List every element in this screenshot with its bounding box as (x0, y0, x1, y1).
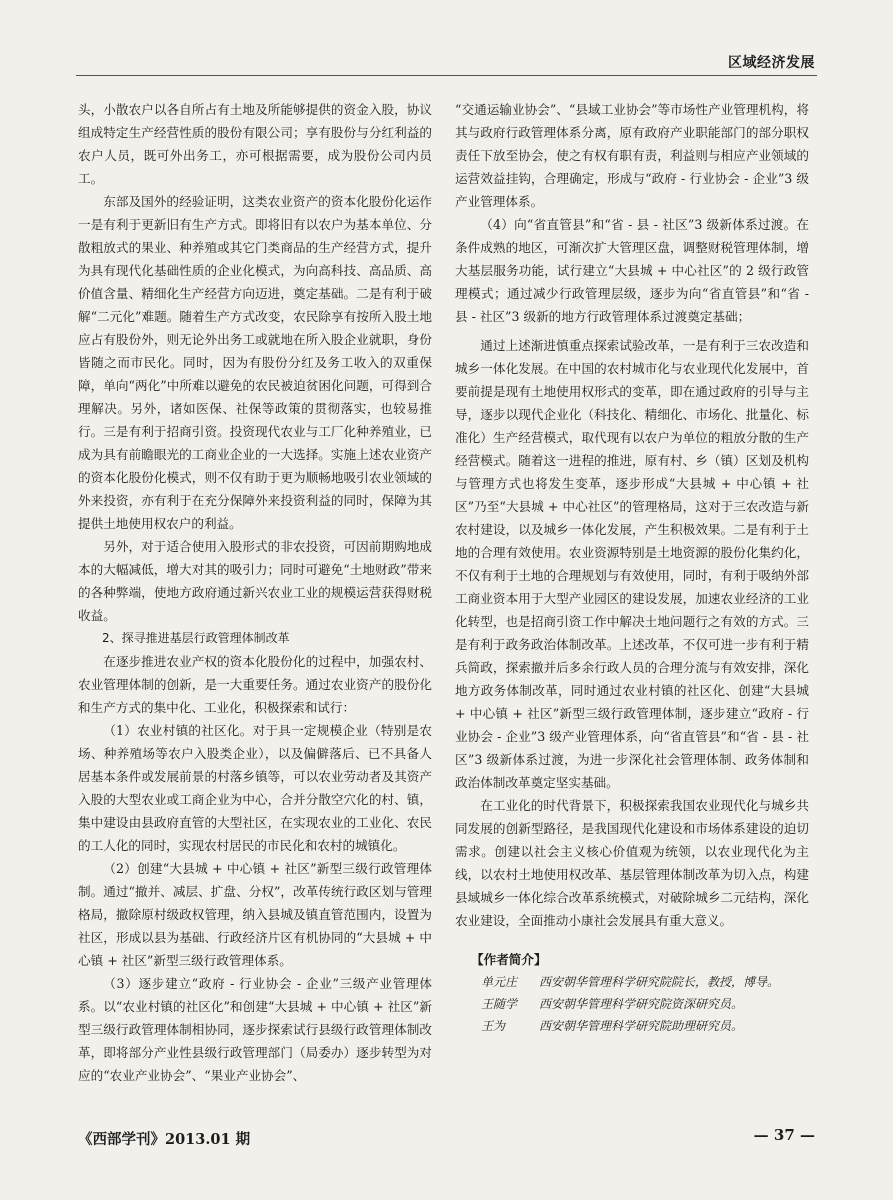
left-paragraph-3: 另外，对于适合使用入股形式的非农投资，可因前期购地成本的大幅减低，增大对其的吸引力；同时可避免“土地财政”带来的各种弊端，使地方政府通过新兴农业工业的规模运营获得财税收益。 (78, 539, 432, 623)
right-paragraph-1: “交通运输业协会”、“县域工业协会”等市场性产业管理机构，将其与政府行政管理体系分离，原有政府产业职能部门的部分职权责任下放至协会，使之有权有职有责，利益则与相应产业领域的运营效益挂钩，合理确定，形成与“政府 - 行业协会 - 企业”3 级产业管理体系。 (455, 102, 809, 209)
right-column (455, 98, 809, 1037)
author-info-title: 【作者简介】 (471, 952, 547, 967)
section-title: 区域经济发展 (728, 55, 815, 71)
journal-issue: 《西部学刊》2013.01 期 (78, 1131, 251, 1148)
right-paragraph-2: （4）向“省直管县”和“省 - 县 - 社区”3 级新体系过渡。在条件成熟的地区，可渐次扩大管理区盘，调整财税管理体制，增大基层服务功能，试行建立“大县城 + 中心社区”的 2 级行政管理模式；通过减少行政管理层级，逐步为向“省直管县”和“省 - 县 - 社区”3 级新的地方行政管理体系过渡奠定基础； (455, 217, 809, 324)
author-name: 单元庄 (481, 975, 518, 989)
left-paragraph-1: 头，小散农户以各自所占有土地及所能够提供的资金入股，协议组成特定生产经营性质的股份有限公司；享有股份与分红利益的农户人员，既可外出务工，亦可根据需要，成为股份公司内员工。 (78, 102, 432, 186)
left-paragraph-6: （2）创建“大县城 + 中心镇 + 社区”新型三级行政管理体制。通过“撤并、减层、扩盘、分权”，改革传统行政区划与管理格局，撤除原村级政权管理，纳入县城及镇直管范围内，设置为社区，形成以县为基础、行政经济片区有机协同的“大县城 + 中心镇 + 社区”新型三级行政管理体系。 (78, 861, 432, 968)
author-name: 王为 (481, 1019, 506, 1033)
author-entry (481, 993, 809, 1015)
sub-heading: 2、探寻推进基层行政管理体制改革 (102, 631, 290, 645)
author-entry (481, 971, 809, 993)
author-desc: 西安朝华管理科学研究院助理研究员。 (539, 1019, 744, 1033)
author-name: 王随学 (481, 997, 518, 1011)
author-desc: 西安朝华管理科学研究院资深研究员。 (539, 997, 744, 1011)
left-paragraph-2: 东部及国外的经验证明，这类农业资产的资本化股份化运作一是有利于更新旧有生产方式。即将旧有以农户为基本单位、分散粗放式的果业、种养殖或其它门类商品的生产经营方式，提升为具有现代化基础性质的企业化模式，为向高科技、高品质、高价值含量、精细化生产经营方向迈进，奠定基础。二是有利于破解“二元化”难题。随着生产方式改变，农民除享有按所入股土地应占有股份外，则无论外出务工或就地在所入股企业就职，身份皆随之而市民化。同时，因为有股份分红及务工收入的双重保障，单向“两化”中所难以避免的农民被迫贫困化问题，可得到合理解决。另外，诸如医保、社保等政策的贯彻落实，也较易推行。三是有利于招商引资。投资现代农业与工厂化种养殖业，已成为具有前瞻眼光的工商业企业的一大选择。实施上述农业资产的资本化股份化模式，则不仅有助于更为顺畅地吸引农业领域的外来投资，亦有利于在充分保障外来投资利益的同时，保障为其提供土地使用权农户的利益。 (78, 194, 432, 531)
author-info (455, 948, 809, 1037)
author-desc: 西安朝华管理科学研究院院长，教授，博导。 (539, 975, 780, 989)
header-rule (76, 75, 817, 76)
left-paragraph-4: 在逐步推进农业产权的资本化股份化的过程中，加强农村、农业管理体制的创新，是一大重要任务。通过农业资产的股份化和生产方式的集中化、工业化，积极探索和试行： (78, 654, 432, 715)
author-entry (481, 1015, 809, 1037)
right-paragraph-4: 在工业化的时代背景下，积极探索我国农业现代化与城乡共同发展的创新型路径，是我国现代化建设和市场体系建设的迫切需求。创建以社会主义核心价值观为统领，以农业现代化为主线，以农村土地使用权改革、基层管理体制改革为切入点，构建县域城乡一体化综合改革系统模式，对破除城乡二元结构，深化农业建设，全面推动小康社会发展具有重大意义。 (455, 798, 809, 928)
right-paragraph-3: 通过上述渐进慎重点探索试验改革，一是有利于三农改造和城乡一体化发展。在中国的农村城市化与农业现代化发展中，首要前提是现有土地使用权形式的变革，即在通过政府的引导与主导，逐步以现代企业化（科技化、精细化、市场化、批量化、标准化）生产经营模式，取代现有以农户为单位的粗放分散的生产经营模式。随着这一进程的推进，原有村、乡（镇）区划及机构与管理方式也将发生变革，逐步形成“大县城 + 中心镇 + 社区”乃至“大县城 + 中心社区”的管理格局，这对于三农改造与新农村建设，以及城乡一体化发展，产生积极效果。二是有利于土地的合理有效使用。农业资源特别是土地资源的股份化集约化，不仅有利于土地的合理规划与有效使用，同时，有利于吸纳外部工商业资本用于大型产业园区的建设发展，加速农业经济的工业化转型，也是招商引资工作中解决土地问题行之有效的方式。三是有利于政务政治体制改革。上述改革，不仅可进一步有利于精兵简政，探索撤并后多余行政人员的合理分流与有效安排，深化地方政务体制改革，同时通过农业村镇的社区化、创建“大县城 + 中心镇 + 社区”新型三级行政管理体制，逐步建立“政府 - 行业协会 - 企业”3 级产业管理体系，向“省直管县”和“省 - 县 - 社区”3 级新体系过渡，为进一步深化社会管理体制、政务体制和政治体制改革奠定坚实基础。 (455, 338, 809, 790)
left-column (78, 98, 432, 1087)
page-number: — 37 — (753, 1126, 815, 1144)
left-paragraph-7: （3）逐步建立“政府 - 行业协会 - 企业”三级产业管理体系。以“农业村镇的社区化”和创建“大县城 + 中心镇 + 社区”新型三级行政管理体制相协同，逐步探索试行县级行政管理体制改革，即将部分产业性县级行政管理部门（局委办）逐步转型为对应的“农业产业协会”、“果业产业协会”、 (78, 976, 432, 1083)
left-paragraph-5: （1）农业村镇的社区化。对于具一定规模企业（特别是农场、种养殖场等农户入股类企业），以及偏僻落后、已不具备人居基本条件或发展前景的村落乡镇等，可以农业劳动者及其资产入股的大型农业或工商企业为中心，合并分散空穴化的村、镇，集中建设由县政府直管的大型社区，在实现农业的工业化、农民的工人化的同时，实现农村居民的市民化和农村的城镇化。 (78, 723, 432, 853)
